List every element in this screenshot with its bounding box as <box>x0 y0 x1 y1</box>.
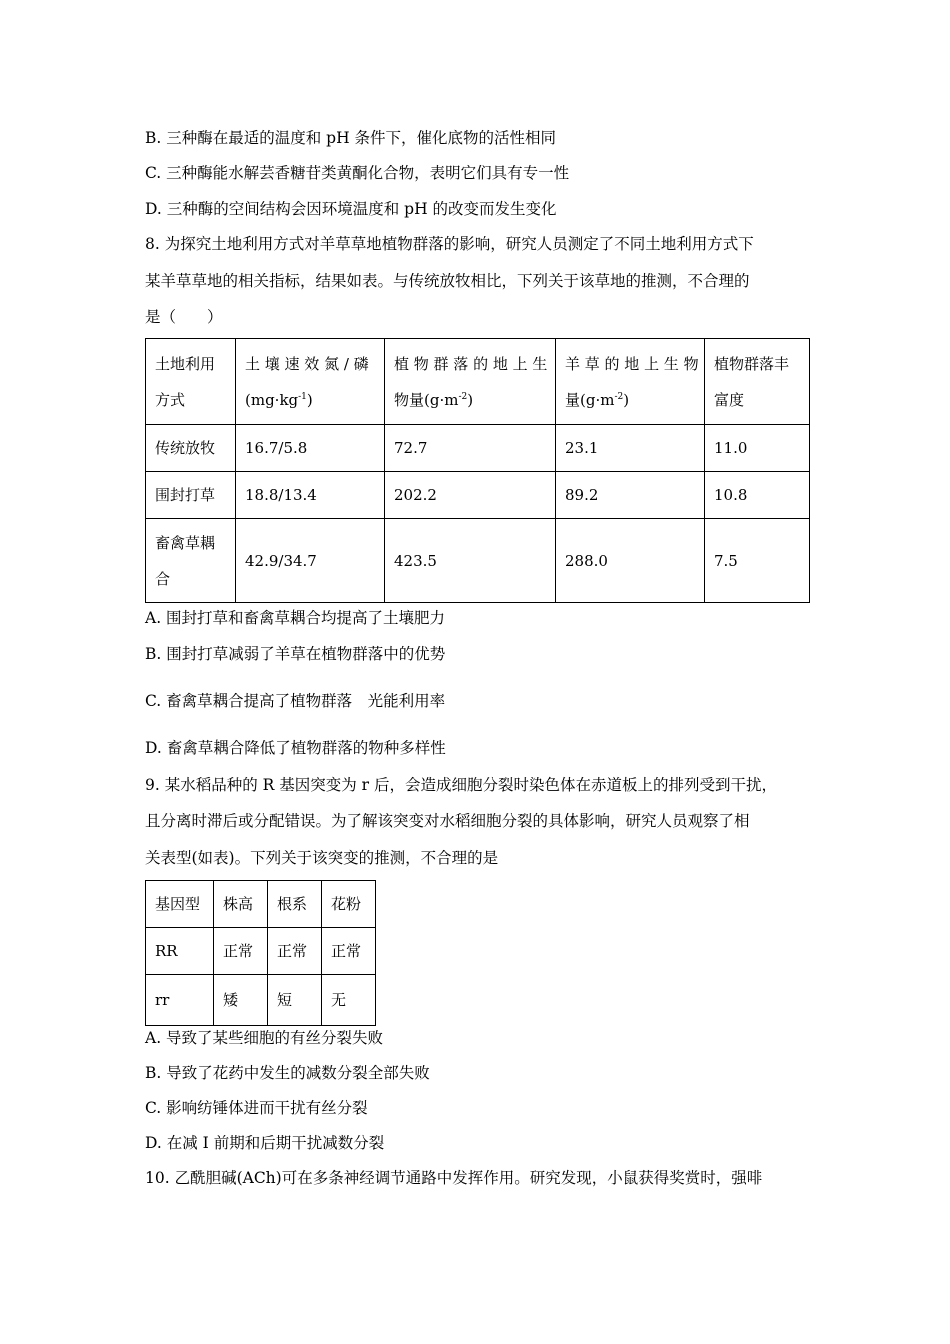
table-cell: 围封打草 <box>146 472 236 519</box>
table-cell: 正常 <box>214 928 268 975</box>
q9-stem-line-3: 关表型(如表)。下列关于该突变的推测，不合理的是 <box>145 849 499 867</box>
table-cell: 畜禽草耦 合 <box>146 519 236 603</box>
header-cell: 花粉 <box>322 881 376 928</box>
header-cell: 基因型 <box>146 881 214 928</box>
table-cell: 423.5 <box>385 519 556 603</box>
table-cell: rr <box>146 975 214 1026</box>
table-row <box>146 519 810 603</box>
q7-option-d: D. 三种酶的空间结构会因环境温度和 pH 的改变而发生变化 <box>145 200 557 218</box>
table-header-row <box>146 881 376 928</box>
q8-option-a: A. 围封打草和畜禽草耦合均提高了土壤肥力 <box>145 609 446 627</box>
q8-stem-line-2: 某羊草草地的相关指标，结果如表。与传统放牧相比，下列关于该草地的推测，不合理的 <box>145 272 750 290</box>
q8-stem-line-1: 8. 为探究土地利用方式对羊草草地植物群落的影响，研究人员测定了不同土地利用方式下 <box>145 235 754 253</box>
table-cell: 89.2 <box>556 472 705 519</box>
q8-option-c: C. 畜禽草耦合提高了植物群落 光能利用率 <box>145 692 446 710</box>
q9-option-b: B. 导致了花药中发生的减数分裂全部失败 <box>145 1064 430 1082</box>
table-cell: 18.8/13.4 <box>236 472 385 519</box>
table-cell: 72.7 <box>385 425 556 472</box>
q9-stem-line-1: 9. 某水稻品种的 R 基因突变为 r 后，会造成细胞分裂时染色体在赤道板上的排列受到干扰， <box>145 776 778 794</box>
table-row <box>146 928 376 975</box>
q8-data-table <box>145 338 810 603</box>
table-cell: 16.7/5.8 <box>236 425 385 472</box>
q10-stem-line-1: 10. 乙酰胆碱(ACh)可在多条神经调节通路中发挥作用。研究发现，小鼠获得奖赏时，强啡 <box>145 1169 763 1187</box>
table-cell: 传统放牧 <box>146 425 236 472</box>
q9-stem-line-2: 且分离时滞后或分配错误。为了解该突变对水稻细胞分裂的具体影响，研究人员观察了相 <box>145 812 750 830</box>
table-header-row <box>146 339 810 425</box>
table-cell: 11.0 <box>705 425 810 472</box>
header-cell: 土 壤 速 效 氮 / 磷 $(mg\cdot kg^{-1})$ <box>236 339 385 425</box>
table-cell: 288.0 <box>556 519 705 603</box>
table-row <box>146 975 376 1026</box>
q8-option-b: B. 围封打草减弱了羊草在植物群落中的优势 <box>145 645 446 663</box>
header-cell: 土地利用 方式 <box>146 339 236 425</box>
table-cell: 42.9/34.7 <box>236 519 385 603</box>
table-cell: 短 <box>268 975 322 1026</box>
q9-option-c: C. 影响纺锤体进而干扰有丝分裂 <box>145 1099 368 1117</box>
table-row <box>146 425 810 472</box>
header-cell: 根系 <box>268 881 322 928</box>
table-cell: 10.8 <box>705 472 810 519</box>
q8-option-d: D. 畜禽草耦合降低了植物群落的物种多样性 <box>145 739 446 757</box>
table-cell: 23.1 <box>556 425 705 472</box>
q9-genotype-table <box>145 880 376 1026</box>
table-cell: RR <box>146 928 214 975</box>
table-cell: 矮 <box>214 975 268 1026</box>
table-cell: 正常 <box>268 928 322 975</box>
q7-option-c: C. 三种酶能水解芸香糖苷类黄酮化合物，表明它们具有专一性 <box>145 164 570 182</box>
header-cell: 株高 <box>214 881 268 928</box>
q9-option-d: D. 在减 I 前期和后期干扰减数分裂 <box>145 1134 385 1152</box>
q8-stem-line-3: 是（ ） <box>145 308 223 326</box>
table-cell: 7.5 <box>705 519 810 603</box>
header-cell: 植物群落丰 富度 <box>705 339 810 425</box>
table-cell: 正常 <box>322 928 376 975</box>
table-row <box>146 472 810 519</box>
table-cell: 无 <box>322 975 376 1026</box>
table-cell: 202.2 <box>385 472 556 519</box>
q7-option-b: B. 三种酶在最适的温度和 pH 条件下，催化底物的活性相同 <box>145 129 557 147</box>
q9-option-a: A. 导致了某些细胞的有丝分裂失败 <box>145 1029 384 1047</box>
header-cell: 植 物 群 落 的 地 上 生 物量$(g\cdot m^{-2})$ <box>385 339 556 425</box>
header-cell: 羊 草 的 地 上 生 物 量$(g\cdot m^{-2})$ <box>556 339 705 425</box>
